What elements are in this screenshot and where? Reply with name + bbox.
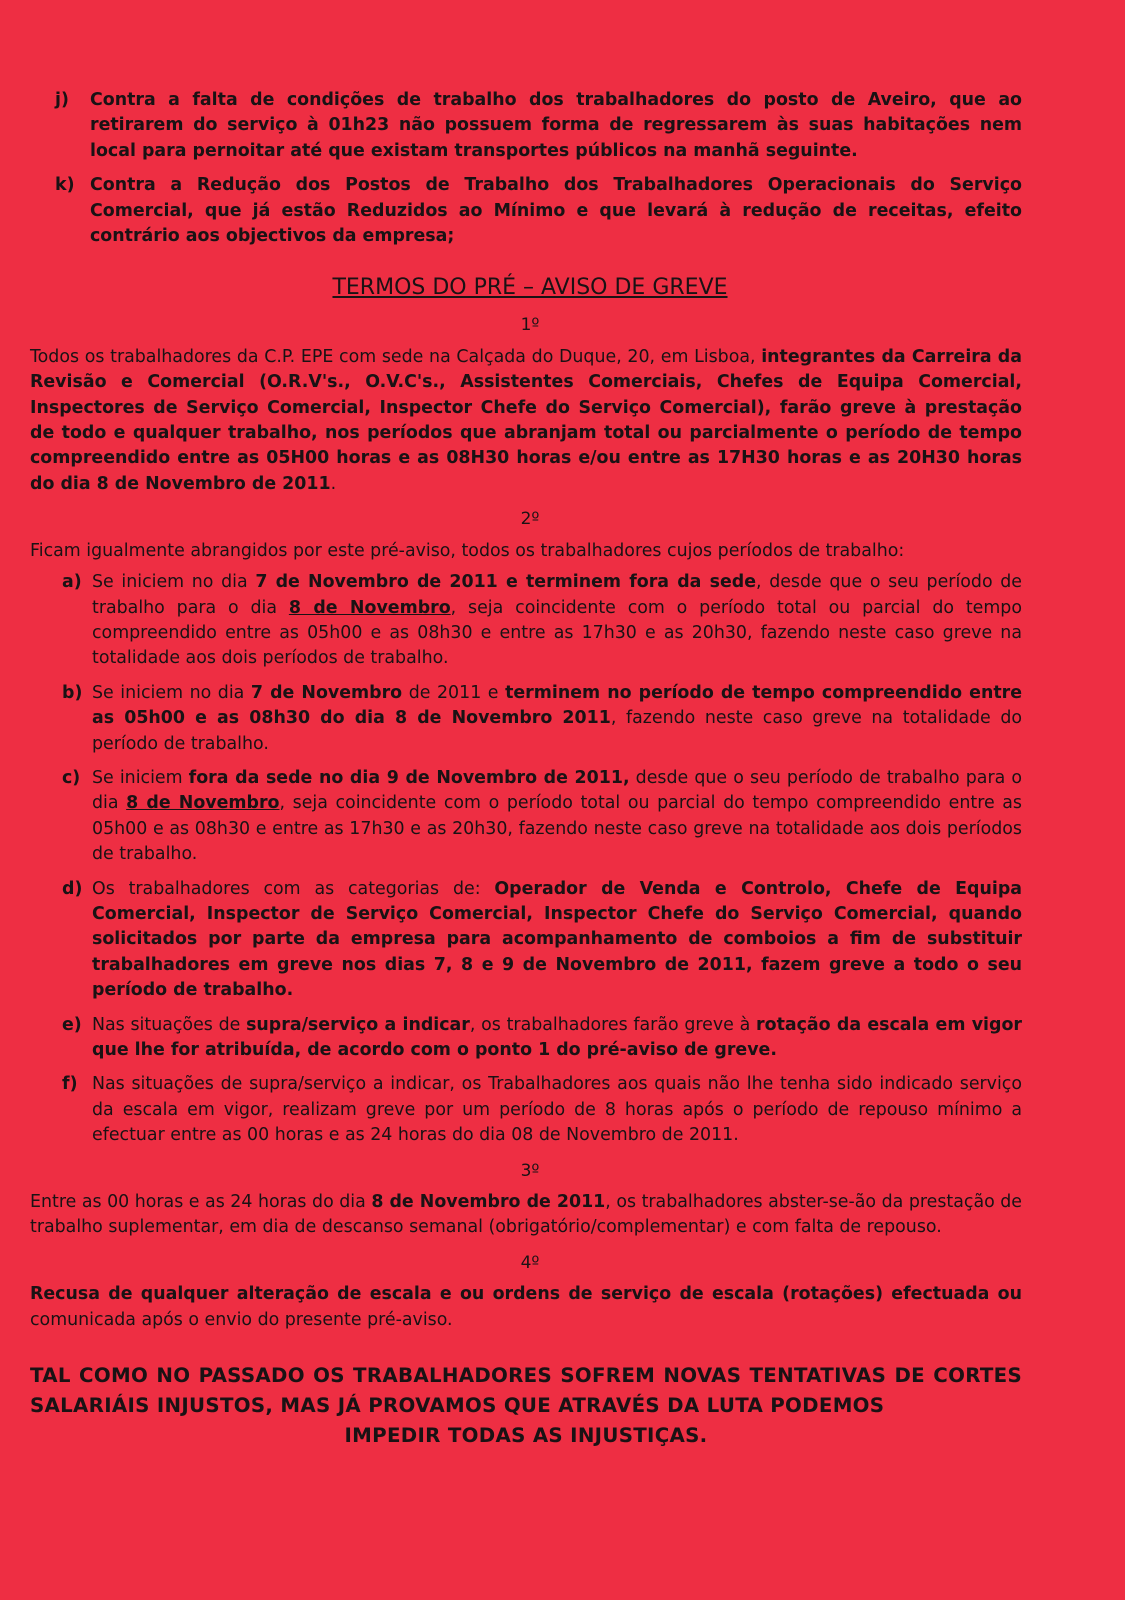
sub-item-label: e) bbox=[62, 1014, 82, 1035]
text-run: Os trabalhadores com as categorias de: bbox=[92, 878, 495, 899]
point-number-4: 4º bbox=[520, 1252, 540, 1273]
bold-run: 8 de Novembro de 2011 bbox=[371, 1192, 606, 1213]
item-label: j) bbox=[55, 90, 69, 110]
sub-item-f bbox=[30, 1072, 1022, 1148]
bold-run: 7 de Novembro bbox=[250, 682, 403, 703]
section-title: TERMOS DO PRÉ – AVISO DE GREVE bbox=[332, 275, 728, 301]
sub-item-b bbox=[30, 681, 1022, 757]
bold-run: 7 de Novembro de 2011 e terminem fora da sede bbox=[255, 572, 756, 593]
text-run: , desde que o seu período de trabalho para o dia bbox=[92, 572, 1023, 618]
document-page bbox=[30, 88, 1022, 1451]
item-j bbox=[30, 88, 1022, 164]
point-4-paragraph bbox=[30, 1282, 1022, 1333]
sub-item-c bbox=[30, 766, 1022, 868]
item-text: Contra a Redução dos Postos de Trabalho dos Trabalhadores Operacionais do Serviço Comercial, que já estão Reduzidos ao Mínimo e que levará à redução de receitas, efeito contrário aos objectivos da empresa; bbox=[90, 175, 1022, 247]
sub-item-label: d) bbox=[62, 878, 83, 899]
point-number-1: 1º bbox=[520, 315, 540, 336]
text-run: Entre as 00 horas e as 24 horas do dia bbox=[30, 1192, 372, 1213]
closing-last-line: IMPEDIR TODAS AS INJUSTIÇAS. bbox=[344, 1424, 708, 1448]
bold-run: supra/serviço a indicar bbox=[246, 1014, 470, 1035]
sub-item-e bbox=[30, 1013, 1022, 1064]
sub-item-d bbox=[30, 877, 1022, 1004]
text-run: desde que o seu período de trabalho para o dia bbox=[92, 767, 1022, 814]
closing-main: TAL COMO NO PASSADO OS TRABALHADORES SOFREM NOVAS TENTATIVAS DE CORTES SALARIÁIS INJUSTOS, MAS JÁ PROVAMOS QUE ATRAVÉS DA LUTA PODEMOS bbox=[30, 1364, 1022, 1418]
sub-item-a bbox=[30, 570, 1022, 672]
text-run: Se iniciem no dia bbox=[92, 682, 251, 703]
point-2-intro: Ficam igualmente abrangidos por este pré-aviso, todos os trabalhadores cujos períodos de trabalho: bbox=[30, 540, 905, 561]
underlined-run: 8 de Novembro bbox=[288, 597, 451, 618]
text-run: , os trabalhadores abster-se-ão da prestação de trabalho suplementar, em dia de descanso semanal (obrigatório/complementar) e com falta de repouso. bbox=[30, 1192, 1023, 1238]
text-run: comunicada após o envio do presente pré-aviso. bbox=[30, 1309, 453, 1330]
text-run: Se iniciem no dia bbox=[92, 572, 256, 593]
text-run: , os trabalhadores farão greve à bbox=[469, 1014, 757, 1035]
item-label: k) bbox=[55, 175, 75, 196]
item-k bbox=[30, 173, 1022, 249]
bold-run: Operador de Venda e Controlo, Chefe de Equipa Comercial, Inspector de Serviço Comercial, Inspector Chefe do Serviço Comercial, quando solicitados por parte da empresa para acompanhamento de comboios a fim de substituir trabalhadores em greve nos dias 7, 8 e 9 de Novembro de 2011, fazem greve a todo o seu período de trabalho. bbox=[92, 878, 1022, 1001]
text-run: de 2011 e bbox=[402, 682, 506, 703]
bold-run: rotação da escala em vigor que lhe for atribuída, de acordo com o ponto 1 do pré-aviso de greve. bbox=[92, 1014, 1022, 1060]
text-run: . bbox=[330, 473, 337, 494]
underlined-run: 8 de Novembro bbox=[126, 793, 280, 814]
bold-run: terminem no período de tempo compreendido entre as 05h00 e as 08h30 do dia 8 de Novembro 2011 bbox=[92, 682, 1023, 729]
sub-item-label: a) bbox=[62, 572, 82, 593]
point-number-3: 3º bbox=[520, 1160, 540, 1181]
text-run: Nas situações de bbox=[92, 1014, 247, 1035]
text-run: , seja coincidente com o período total ou parcial do tempo compreendido entre as 05h00 e as 08h30 e entre as 17h30 e as 20h30, fazendo neste caso greve na totalidade aos dois períodos de trabalho. bbox=[92, 597, 1022, 669]
text-run: Todos os trabalhadores da C.P. EPE com sede na Calçada do Duque, 20, em Lisboa, bbox=[30, 346, 762, 367]
sub-item-label: f) bbox=[62, 1074, 78, 1095]
sub-item-label: b) bbox=[62, 682, 83, 703]
point-1-paragraph bbox=[30, 345, 1022, 497]
bold-run: integrantes da Carreira da Revisão e Comercial (O.R.V's., O.V.C's., Assistentes Comerciais, Chefes de Equipa Comercial, Inspectores de Serviço Comercial, Inspector Chefe do Serviço Comercial), farão greve à prestação de todo e qualquer trabalho, nos períodos que abranjam total ou parcialmente o período de tempo compreendido entre as 05H00 horas e as 08H30 horas e/ou entre as 17H30 horas e as 20H30 horas do dia 8 de Novembro de 2011 bbox=[30, 346, 1022, 494]
text-run: , fazendo neste caso greve na totalidade do período de trabalho. bbox=[92, 708, 1023, 754]
sub-item-label: c) bbox=[62, 767, 81, 788]
text-run: , seja coincidente com o período total ou parcial do tempo compreendido entre as 05h00 e as 08h30 e entre as 17h30 e as 20h30, fazendo neste caso greve na totalidade aos dois períodos de trabalho. bbox=[92, 793, 1022, 865]
closing-statement bbox=[30, 1361, 1022, 1451]
item-text: Contra a falta de condições de trabalho dos trabalhadores do posto de Aveiro, que ao retirarem do serviço à 01h23 não possuem forma de regressarem às suas habitações nem local para pernoitar até que existam transportes públicos na manhã seguinte. bbox=[90, 90, 1022, 161]
point-number-2: 2º bbox=[520, 509, 540, 530]
point-3-paragraph bbox=[30, 1190, 1022, 1241]
text-run: Nas situações de supra/serviço a indicar, os Trabalhadores aos quais não lhe tenha sido indicado serviço da escala em vigor, realizam greve por um período de 8 horas após o período de repouso mínimo a efectuar entre as 00 horas e as 24 horas do dia 08 de Novembro de 2011. bbox=[92, 1074, 1022, 1146]
text-run: Se iniciem bbox=[92, 767, 189, 788]
bold-run: fora da sede no dia 9 de Novembro de 2011, bbox=[188, 767, 630, 788]
bold-run: Recusa de qualquer alteração de escala e ou ordens de serviço de escala (rotações) efectuada ou bbox=[30, 1284, 1022, 1305]
